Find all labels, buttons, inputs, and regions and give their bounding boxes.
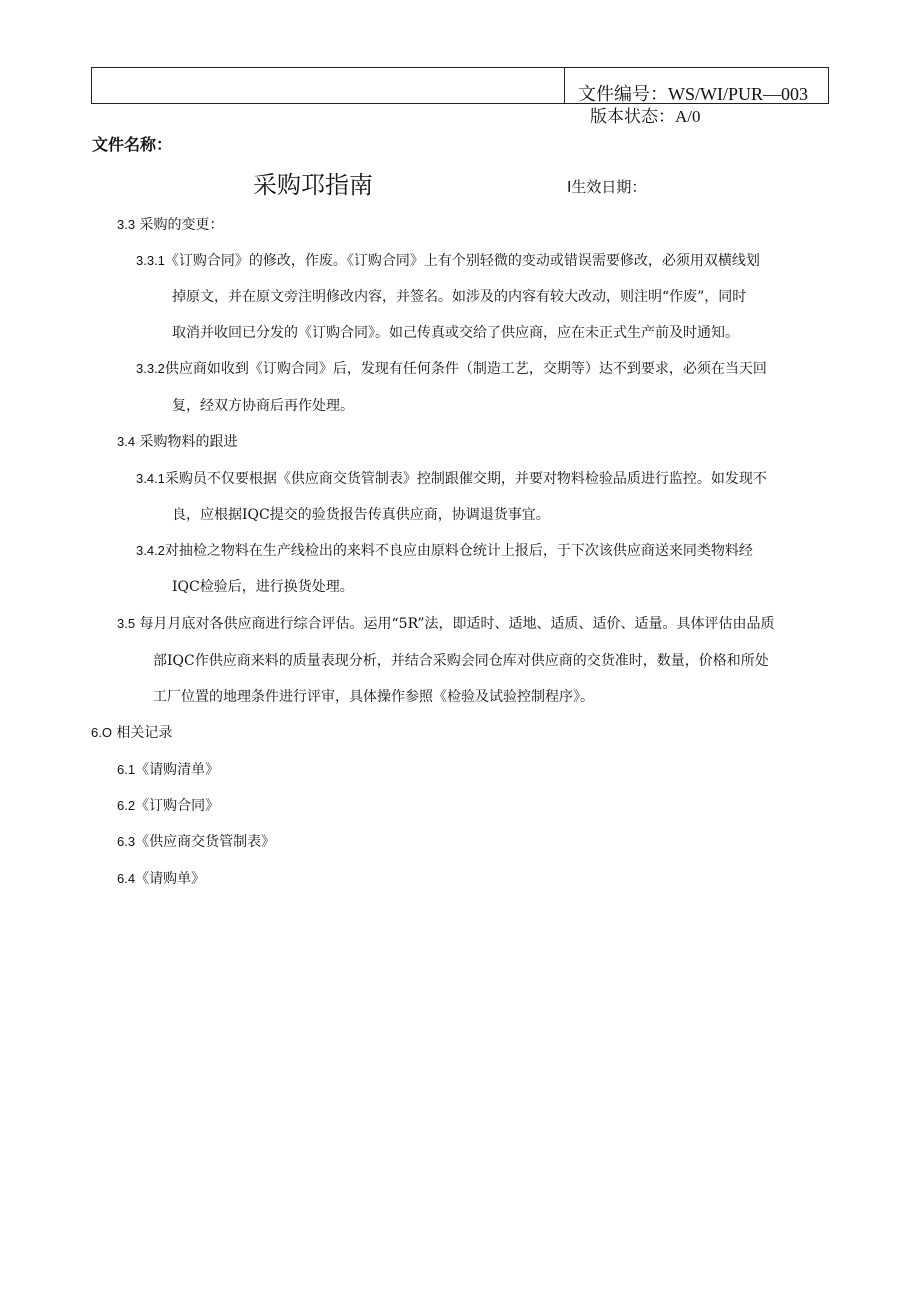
version-status: 版本状态：A/0 [590,107,701,126]
section-text: 采购的变更： [139,217,224,233]
section-text: 《请购单》 [135,871,206,887]
section-number: 3.3.2 [136,361,165,376]
section-text: 对抽检之物料在生产线检出的来料不良应由原料仓统计上报后，于下次该供应商送来同类物料经 [164,543,753,559]
section-3-4-1 [136,469,767,489]
section-number: 6.2 [117,798,136,813]
paragraph-line [172,505,550,525]
section-text: 取消并收回已分发的《订购合同》。如己传真或交给了供应商，应在未正式生产前及时通知。 [172,325,739,341]
paragraph-line [172,323,739,343]
section-text: 掉原文，并在原文旁注明修改内容，并签名。如涉及的内容有较大改动，则注明“作废”，同时 [172,289,747,305]
section-text: 供应商如收到《订购合同》后，发现有任何条件（制造工艺，交期等）达不到要求，必须在当天回 [164,361,767,377]
section-text: 每月月底对各供应商进行综合评估。运用“5R”法，即适时、适地、适质、适价、适量。具体评估由品质 [139,616,775,632]
section-number: 6.O [91,725,112,740]
section-text: 复，经双方协商后再作处理。 [172,398,354,414]
section-text: 《供应商交货管制表》 [135,834,276,850]
section-number: 3.3 [117,217,136,232]
section-3-3 [117,215,224,235]
section-number: 6.1 [117,762,136,777]
section-number: 3.5 [117,616,136,631]
section-text: 采购员不仅要根据《供应商交货管制表》控制跟催交期，并要对物料检验品质进行监控。如发现不 [164,471,767,487]
section-6-3 [117,832,275,852]
paragraph-line [153,651,769,671]
paragraph-line [172,577,354,597]
section-6-1 [117,760,219,780]
document-title: 采购邛指南 [253,171,373,199]
section-number: 3.4 [117,434,136,449]
section-text: 采购物料的跟进 [139,434,238,450]
document-name-label: 文件名称： [92,135,173,154]
section-3-4 [117,432,238,452]
paragraph-line [172,396,354,416]
section-6-2 [117,796,219,816]
section-3-5 [117,614,775,634]
section-6-4 [117,869,205,889]
paragraph-line [172,287,746,307]
section-text: 《请购清单》 [135,762,220,778]
section-3-3-1 [136,251,760,271]
section-text: 良，应根据IQC提交的验货报告传真供应商，协调退货事宜。 [172,507,550,523]
section-text: 相关记录 [116,725,173,741]
paragraph-line [153,687,594,707]
section-3-3-2 [136,359,767,379]
header-box [91,67,829,104]
header-divider [564,68,565,103]
section-text: 工厂位置的地理条件进行评审，具体操作参照《检验及试验控制程序》。 [153,689,594,705]
section-3-4-2 [136,541,753,561]
section-number: 3.3.1 [136,253,165,268]
section-number: 3.4.1 [136,471,165,486]
section-number: 6.3 [117,834,136,849]
section-text: 《订购合同》 [135,798,220,814]
section-text: IQC检验后，进行换货处理。 [172,579,354,595]
section-text: 《订购合同》的修改，作废。《订购合同》上有个别轻微的变动或错误需要修改，必须用双横线划 [164,253,760,269]
section-6-0 [91,723,172,743]
section-number: 6.4 [117,871,136,886]
section-number: 3.4.2 [136,543,165,558]
file-number: 文件编号：WS/WI/PUR—003 [578,84,809,104]
section-text: 部IQC作供应商来料的质量表现分析，并结合采购会同仓库对供应商的交货准时，数量，价格和所处 [153,653,769,669]
effective-date-label: I生效日期： [567,178,647,196]
